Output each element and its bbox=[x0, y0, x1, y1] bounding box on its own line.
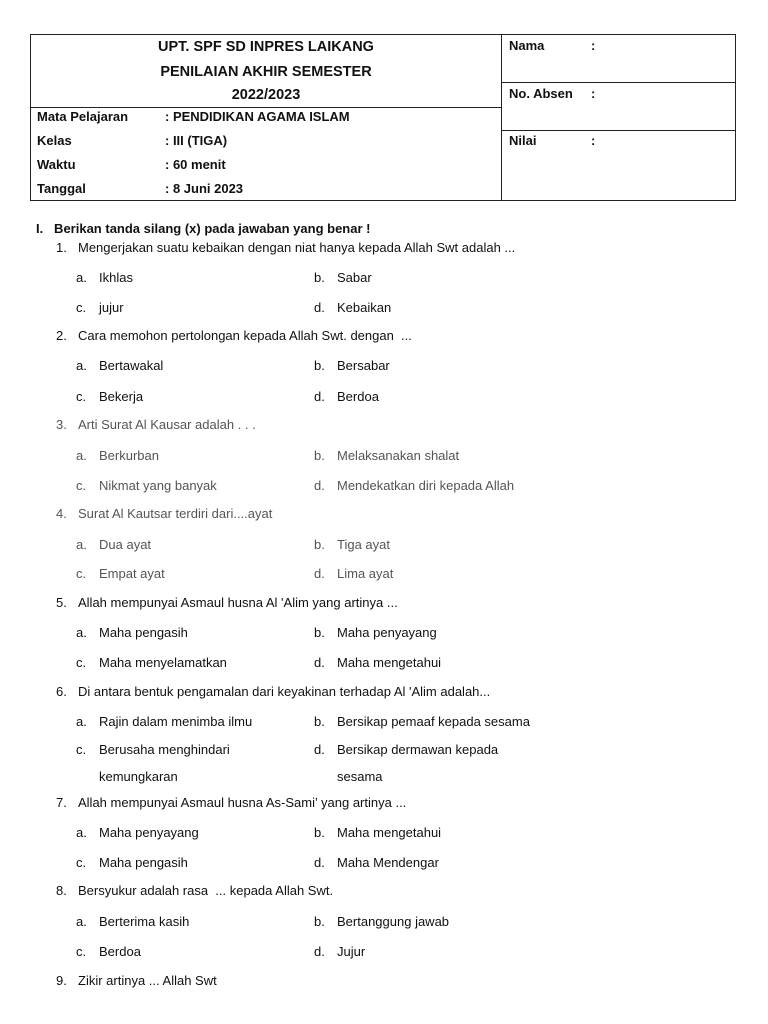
option-6a[interactable] bbox=[76, 714, 252, 729]
option-text: Maha Mendengar bbox=[337, 855, 439, 870]
option-text: Berkurban bbox=[99, 448, 159, 463]
question-number: 9. bbox=[56, 973, 67, 988]
option-letter: c. bbox=[76, 742, 87, 757]
question-7 bbox=[56, 795, 406, 810]
option-letter: d. bbox=[314, 389, 325, 404]
question-2 bbox=[56, 328, 412, 343]
question-6 bbox=[56, 684, 490, 699]
info-label-waktu: Waktu bbox=[37, 157, 76, 172]
option-text: Tiga ayat bbox=[337, 537, 390, 552]
option-2c[interactable] bbox=[76, 389, 143, 404]
question-text: Cara memohon pertolongan kepada Allah Swt. dengan ... bbox=[78, 328, 412, 343]
option-text: Maha menyelamatkan bbox=[99, 655, 227, 670]
option-text: Maha mengetahui bbox=[337, 825, 442, 840]
option-2b[interactable] bbox=[314, 358, 390, 373]
option-letter: a. bbox=[76, 537, 87, 552]
option-8a[interactable] bbox=[76, 914, 189, 929]
option-text: Melaksanakan shalat bbox=[337, 448, 460, 463]
option-letter: b. bbox=[314, 825, 325, 840]
option-1d[interactable] bbox=[314, 300, 391, 315]
question-text: Zikir artinya ... Allah Swt bbox=[78, 973, 217, 988]
option-5d[interactable] bbox=[314, 655, 441, 670]
option-letter: c. bbox=[76, 655, 87, 670]
option-text: Maha mengetahui bbox=[337, 655, 442, 670]
question-3 bbox=[56, 417, 256, 432]
option-4c[interactable] bbox=[76, 566, 165, 581]
question-5 bbox=[56, 595, 398, 610]
option-text: Maha pengasih bbox=[99, 855, 188, 870]
option-letter: d. bbox=[314, 742, 325, 757]
absen-colon: : bbox=[591, 86, 596, 101]
option-letter: d. bbox=[314, 855, 325, 870]
option-text: Kebaikan bbox=[337, 300, 392, 315]
question-text: Mengerjakan suatu kebaikan dengan niat hanya kepada Allah Swt adalah ... bbox=[78, 240, 516, 255]
question-number: 1. bbox=[56, 240, 67, 255]
option-4d[interactable] bbox=[314, 566, 393, 581]
option-text: Maha pengasih bbox=[99, 625, 188, 640]
option-8d[interactable] bbox=[314, 944, 365, 959]
school-name: UPT. SPF SD INPRES LAIKANG bbox=[158, 39, 374, 55]
option-text: Berdoa bbox=[337, 389, 379, 404]
info-value-kelas: : III (TIGA) bbox=[165, 133, 228, 148]
option-text: Bertawakal bbox=[99, 358, 164, 373]
header-column-divider bbox=[501, 35, 502, 200]
option-8c[interactable] bbox=[76, 944, 141, 959]
question-number: 2. bbox=[56, 328, 67, 343]
academic-year: 2022/2023 bbox=[231, 87, 301, 103]
option-letter: c. bbox=[76, 300, 87, 315]
option-letter: a. bbox=[76, 358, 87, 373]
option-text: Mendekatkan diri kepada Allah bbox=[337, 478, 515, 493]
option-2a[interactable] bbox=[76, 358, 163, 373]
option-7a[interactable] bbox=[76, 825, 199, 840]
option-1b[interactable] bbox=[314, 270, 372, 285]
absen-divider bbox=[501, 130, 735, 131]
option-8b[interactable] bbox=[314, 914, 449, 929]
option-3a[interactable] bbox=[76, 448, 159, 463]
option-7d[interactable] bbox=[314, 855, 439, 870]
option-letter: c. bbox=[76, 944, 87, 959]
option-letter: d. bbox=[314, 478, 325, 493]
option-4b[interactable] bbox=[314, 537, 390, 552]
option-letter: b. bbox=[314, 537, 325, 552]
option-text: Berusaha menghindari bbox=[99, 742, 230, 757]
option-text: Nikmat yang banyak bbox=[99, 478, 217, 493]
option-letter: d. bbox=[314, 566, 325, 581]
option-text: Berdoa bbox=[99, 944, 141, 959]
option-text: Maha penyayang bbox=[337, 625, 437, 640]
question-number: 7. bbox=[56, 795, 67, 810]
option-text: Berterima kasih bbox=[99, 914, 190, 929]
option-7c[interactable] bbox=[76, 855, 188, 870]
option-6c[interactable] bbox=[76, 742, 230, 757]
option-letter: b. bbox=[314, 448, 325, 463]
question-8 bbox=[56, 883, 333, 898]
option-letter: b. bbox=[314, 714, 325, 729]
option-6d[interactable] bbox=[314, 742, 498, 757]
option-letter: a. bbox=[76, 914, 87, 929]
option-5c[interactable] bbox=[76, 655, 227, 670]
section-instruction: I. Berikan tanda silang (x) pada jawaban yang benar ! bbox=[36, 221, 371, 236]
question-number: 8. bbox=[56, 883, 67, 898]
question-number: 4. bbox=[56, 506, 67, 521]
question-1 bbox=[56, 240, 515, 255]
option-letter: d. bbox=[314, 655, 325, 670]
option-text: Bersikap dermawan kepada bbox=[337, 742, 499, 757]
option-letter: a. bbox=[76, 270, 87, 285]
question-text: Allah mempunyai Asmaul husna As-Sami’ yang artinya ... bbox=[78, 795, 407, 810]
nilai-label: Nilai bbox=[509, 133, 537, 148]
option-text: Bertanggung jawab bbox=[337, 914, 450, 929]
option-text: Dua ayat bbox=[99, 537, 152, 552]
option-6d-continued: sesama bbox=[337, 769, 383, 784]
option-text: Sabar bbox=[337, 270, 372, 285]
nama-label: Nama bbox=[509, 38, 545, 53]
question-text: Arti Surat Al Kausar adalah . . . bbox=[78, 417, 256, 432]
option-text: Rajin dalam menimba ilmu bbox=[99, 714, 253, 729]
option-text: Bersikap pemaaf kepada sesama bbox=[337, 714, 530, 729]
question-number: 3. bbox=[56, 417, 67, 432]
question-text: Bersyukur adalah rasa ... kepada Allah Swt. bbox=[78, 883, 334, 898]
option-text: Lima ayat bbox=[337, 566, 394, 581]
option-1c[interactable] bbox=[76, 300, 124, 315]
option-letter: a. bbox=[76, 448, 87, 463]
header-divider-right bbox=[159, 107, 501, 108]
option-text: Empat ayat bbox=[99, 566, 165, 581]
nama-divider bbox=[501, 82, 735, 83]
info-label-kelas: Kelas bbox=[37, 133, 72, 148]
option-6b[interactable] bbox=[314, 714, 530, 729]
option-letter: b. bbox=[314, 358, 325, 373]
absen-label: No. Absen bbox=[509, 86, 573, 101]
option-3d[interactable] bbox=[314, 478, 514, 493]
option-letter: c. bbox=[76, 855, 87, 870]
option-letter: d. bbox=[314, 300, 325, 315]
option-letter: c. bbox=[76, 389, 87, 404]
question-text: Di antara bentuk pengamalan dari keyakinan terhadap Al 'Alim adalah... bbox=[78, 684, 491, 699]
option-text: Maha penyayang bbox=[99, 825, 199, 840]
option-3b[interactable] bbox=[314, 448, 459, 463]
nilai-colon: : bbox=[591, 133, 596, 148]
question-text: Allah mempunyai Asmaul husna Al 'Alim yang artinya ... bbox=[78, 595, 398, 610]
option-5a[interactable] bbox=[76, 625, 188, 640]
option-3c[interactable] bbox=[76, 478, 217, 493]
option-7b[interactable] bbox=[314, 825, 441, 840]
option-letter: b. bbox=[314, 914, 325, 929]
option-letter: c. bbox=[76, 566, 87, 581]
option-letter: d. bbox=[314, 944, 325, 959]
option-letter: a. bbox=[76, 625, 87, 640]
info-label-tanggal: Tanggal bbox=[37, 181, 86, 196]
option-6c-continued: kemungkaran bbox=[99, 769, 178, 784]
option-5b[interactable] bbox=[314, 625, 437, 640]
question-text: Surat Al Kautsar terdiri dari....ayat bbox=[78, 506, 273, 521]
option-text: Bekerja bbox=[99, 389, 144, 404]
option-1a[interactable] bbox=[76, 270, 133, 285]
option-letter: b. bbox=[314, 270, 325, 285]
info-label-mapel: Mata Pelajaran bbox=[37, 109, 129, 124]
question-number: 5. bbox=[56, 595, 67, 610]
option-text: Jujur bbox=[337, 944, 366, 959]
option-2d[interactable] bbox=[314, 389, 379, 404]
option-letter: a. bbox=[76, 714, 87, 729]
option-4a[interactable] bbox=[76, 537, 151, 552]
exam-title: PENILAIAN AKHIR SEMESTER bbox=[160, 64, 372, 80]
option-text: Ikhlas bbox=[99, 270, 133, 285]
nama-colon: : bbox=[591, 38, 596, 53]
info-value-mapel: : PENDIDIKAN AGAMA ISLAM bbox=[165, 109, 350, 124]
option-letter: a. bbox=[76, 825, 87, 840]
header-table bbox=[30, 34, 736, 201]
question-9 bbox=[56, 973, 217, 988]
question-number: 6. bbox=[56, 684, 67, 699]
option-text: jujur bbox=[99, 300, 124, 315]
option-text: Bersabar bbox=[337, 358, 390, 373]
info-value-waktu: : 60 menit bbox=[165, 157, 226, 172]
info-value-tanggal: : 8 Juni 2023 bbox=[165, 181, 244, 196]
option-letter: c. bbox=[76, 478, 87, 493]
question-4 bbox=[56, 506, 272, 521]
option-letter: b. bbox=[314, 625, 325, 640]
